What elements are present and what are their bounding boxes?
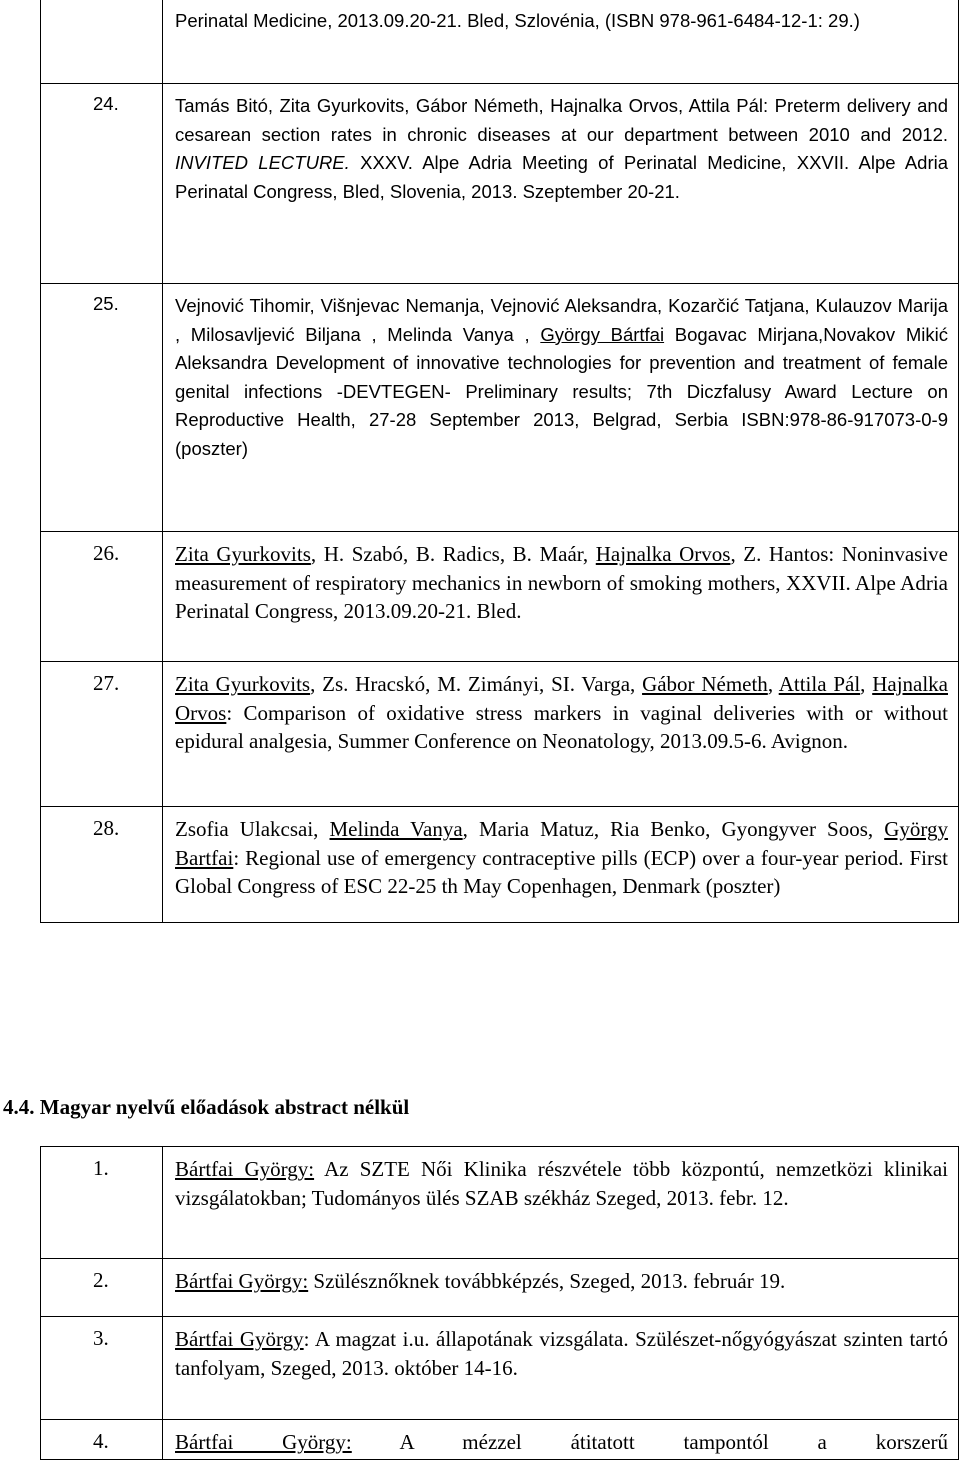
author-link[interactable]: Bártfai György	[175, 1327, 304, 1351]
author-link[interactable]: Zita Gyurkovits	[175, 672, 311, 696]
table-row	[41, 1259, 959, 1317]
author-link[interactable]: Zita Gyurkovits	[175, 542, 311, 566]
author-link[interactable]: Gábor Németh	[642, 672, 768, 696]
author-link[interactable]: Hajnalka Orvos	[595, 542, 731, 566]
author-link[interactable]: György Bártfai	[540, 323, 665, 345]
row-text	[163, 532, 959, 662]
table-row	[41, 0, 959, 84]
row-number: 26.	[41, 532, 163, 662]
entry-text: , H. Szabó, B. Radics, B. Maár,	[310, 542, 596, 566]
row-text	[163, 1147, 959, 1259]
author-link[interactable]: Bártfai György:	[175, 1269, 309, 1293]
entry-text: , Z. Hantos: Noninvasive measurement of respiratory mechanics in newborn of smoking mothers, XXVII. Alpe Adria Perinatal Congress, 2013.09.20-21. Bled.	[175, 542, 948, 623]
row-text	[163, 0, 959, 84]
entry-text: A mézzel átitatott tampontól a korszerű	[351, 1430, 949, 1454]
row-number: 28.	[41, 807, 163, 923]
row-number: 2.	[41, 1259, 163, 1317]
entry-text: ,	[860, 672, 873, 696]
table-row	[41, 84, 959, 284]
table-row	[41, 1147, 959, 1259]
entry-text: Tamás Bitó, Zita Gyurkovits, Gábor Németh, Hajnalka Orvos, Attila Pál: Preterm delivery and cesarean section rates in chronic diseases at our department between 2010 and 2012.	[175, 95, 948, 145]
row-text	[163, 1420, 959, 1460]
entry-text: ,	[767, 672, 779, 696]
entry-text: Vejnović Tihomir, Višnjevac Nemanja, Vejnović Aleksandra, Kozarčić Tatjana, Kulauzov Marija , Milosavljević Biljana , Melinda Vanya ,	[175, 295, 948, 345]
row-text	[163, 807, 959, 923]
row-text	[163, 1317, 959, 1420]
invited-lecture-label: INVITED LECTURE.	[175, 152, 350, 173]
entry-text: Zsofia Ulakcsai,	[175, 817, 330, 841]
entry-text: Szülésznőknek továbbképzés, Szeged, 2013. február 19.	[308, 1269, 786, 1293]
table-row	[41, 662, 959, 807]
table-row	[41, 1420, 959, 1460]
entry-text: XXXV. Alpe Adria Meeting of Perinatal Medicine, XXVII. Alpe Adria Perinatal Congress, Bled, Slovenia, 2013. Szeptember 20-21.	[175, 152, 949, 202]
row-text	[163, 84, 959, 284]
row-number: 24.	[41, 84, 163, 284]
row-number	[41, 0, 163, 84]
row-number: 3.	[41, 1317, 163, 1420]
entry-text: Bogavac Mirjana,Novakov Mikić Aleksandra Development of innovative technologies for prevention and treatment of female genital infections -DEVTEGEN- Preliminary results; 7th Diczfalusy Award Lecture on Reproductive Health, 27-28 September 2013, Belgrad, Serbia ISBN:978-86-917073-0-9 (poszter)	[175, 323, 948, 459]
row-text	[163, 1259, 959, 1317]
entry-text: , Zs. Hracskó, M. Zimányi, SI. Varga,	[310, 672, 643, 696]
row-text	[163, 662, 959, 807]
entry-text: : A magzat i.u. állapotának vizsgálata. Szülészet-nőgyógyászat szinten tartó tanfolyam, Szeged, 2013. október 14-16.	[175, 1327, 948, 1380]
entry-text: : Comparison of oxidative stress markers in vaginal deliveries with or without epidural analgesia, Summer Conference on Neonatology, 2013.09.5-6. Avignon.	[175, 700, 948, 753]
table-row	[41, 532, 959, 662]
publication-table-1	[40, 0, 959, 923]
author-link[interactable]: Hajnalka Orvos	[175, 672, 948, 725]
publication-table-2	[40, 1146, 959, 1460]
table-row	[41, 807, 959, 923]
row-number: 25.	[41, 284, 163, 532]
author-link[interactable]: Bártfai György:	[175, 1157, 315, 1181]
entry-text: : Regional use of emergency contraceptive pills (ECP) over a four-year period. First Global Congress of ESC 22-25 th May Copenhagen, Denmark (poszter)	[175, 845, 948, 898]
author-link[interactable]: György Bartfai	[175, 817, 948, 870]
table-row	[41, 284, 959, 532]
row-number: 4.	[41, 1420, 163, 1460]
entry-text: Perinatal Medicine, 2013.09.20-21. Bled, Szlovénia, (ISBN 978-961-6484-12-1: 29.)	[175, 10, 860, 31]
row-number: 27.	[41, 662, 163, 807]
entry-text: , Maria Matuz, Ria Benko, Gyongyver Soos,	[462, 817, 885, 841]
row-text	[163, 284, 959, 532]
author-link[interactable]: Attila Pál	[778, 672, 861, 696]
author-link[interactable]: Melinda Vanya	[329, 817, 463, 841]
author-link[interactable]: Bártfai György:	[175, 1430, 352, 1454]
row-number: 1.	[41, 1147, 163, 1259]
table-row	[41, 1317, 959, 1420]
section-heading: 4.4. Magyar nyelvű előadások abstract nélkül	[3, 1095, 410, 1119]
entry-text: Az SZTE Női Klinika részvétele több központú, nemzetközi klinikai vizsgálatokban; Tudományos ülés SZAB székház Szeged, 2013. febr. 12.	[175, 1157, 949, 1210]
